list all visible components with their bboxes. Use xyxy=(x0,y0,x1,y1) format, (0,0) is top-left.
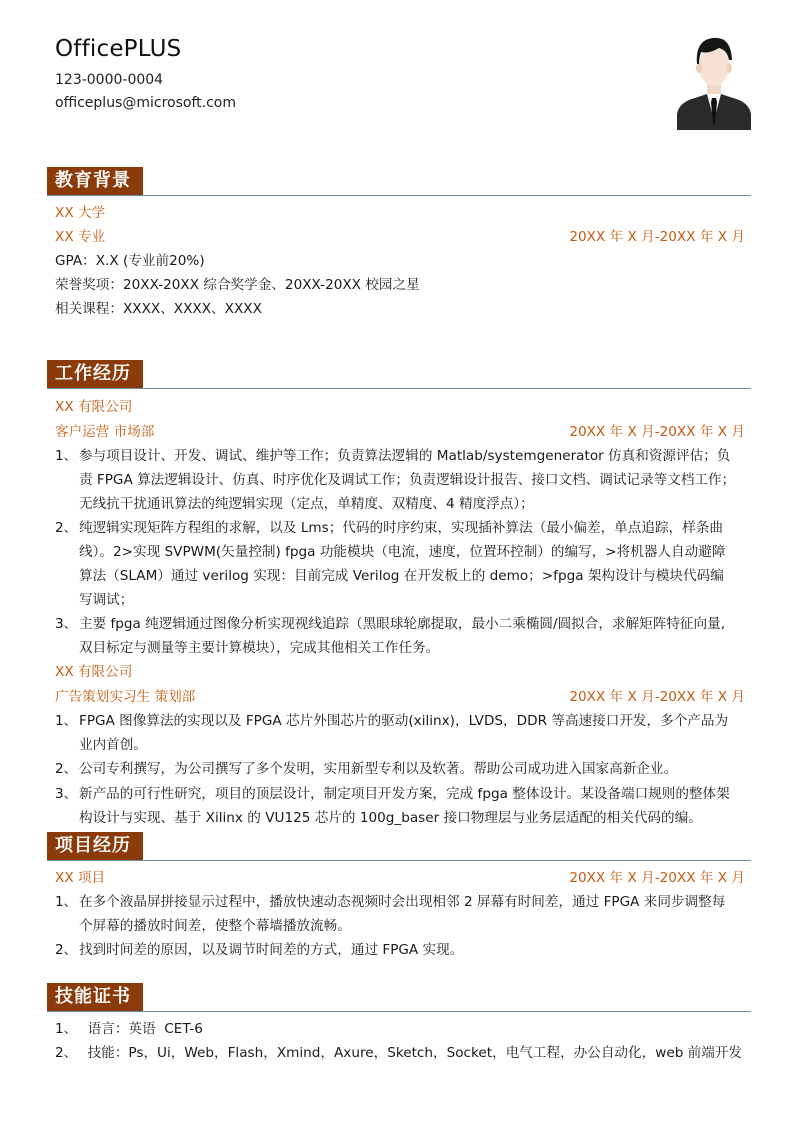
job-role: 客户运营 市场部 xyxy=(55,424,155,440)
item-number: 2、 xyxy=(55,1045,78,1061)
item-text-line: 线）。2>实现 SVPWM(矢量控制) fpga 功能模块（电流，速度，位置环控制）的编写，>将机器人自动避障 xyxy=(79,544,726,560)
company-name: XX 有限公司 xyxy=(55,399,133,415)
item-text-line: 个屏幕的播放时间差，使整个幕墙播放流畅。 xyxy=(79,918,351,934)
item-text-line: 无线抗干扰通讯算法的纯逻辑实现（定点，单精度、双精度、4 精度浮点）； xyxy=(79,496,534,512)
item-text-line: 主要 fpga 纯逻辑通过图像分析实现视线追踪（黑眼球轮廓提取，最小二乘椭圆/圆拟合，求解矩阵特征向量, xyxy=(79,616,726,632)
section-header-projects xyxy=(47,832,751,862)
item-number: 1、 xyxy=(55,1021,78,1037)
item-text-line: 业内首创。 xyxy=(79,737,147,753)
section-title: 技能证书 xyxy=(47,983,143,1011)
item-text-line: 算法（SLAM）通过 verilog 实现：目前完成 Verilog 在开发板上的 demo；>fpga 架构设计与模块代码编 xyxy=(79,568,724,584)
item-text-line: 语言：英语 CET-6 xyxy=(79,1021,203,1037)
section-divider xyxy=(47,1011,751,1012)
job-dates: 20XX 年 X 月-20XX 年 X 月 xyxy=(569,689,745,705)
item-text-line: 构设计与实现、基于 Xilinx 的 VU125 芯片的 100g_baser 接口物理层与业务层适配的相关代码的编。 xyxy=(79,810,702,826)
item-number: 3、 xyxy=(55,786,78,802)
item-number: 2、 xyxy=(55,520,78,536)
item-number: 2、 xyxy=(55,761,78,777)
awards-line: 荣誉奖项：20XX-20XX 综合奖学金、20XX-20XX 校园之星 xyxy=(55,277,420,293)
item-text-line: 参与项目设计、开发、调试、维护等工作；负责算法逻辑的 Matlab/systemgenerator 仿真和资源评估；负 xyxy=(79,448,731,464)
item-text-line: 在多个液晶屏拼接显示过程中，播放快速动态视频时会出现相邻 2 屏幕有时间差，通过 FPGA 来同步调整每 xyxy=(79,894,726,910)
section-header-skills xyxy=(47,983,751,1013)
item-text-line: 写调试； xyxy=(79,592,134,608)
avatar xyxy=(677,30,751,130)
project-dates: 20XX 年 X 月-20XX 年 X 月 xyxy=(569,870,745,886)
item-text-line: 新产品的可行性研究，项目的顶层设计，制定项目开发方案，完成 fpga 整体设计。某设备端口规则的整体架 xyxy=(79,786,730,802)
candidate-name: OfficePLUS xyxy=(55,36,182,62)
item-text-line: FPGA 图像算法的实现以及 FPGA 芯片外围芯片的驱动(xilinx)，LVDS，DDR 等高速接口开发，多个产品为 xyxy=(79,713,729,729)
item-number: 1、 xyxy=(55,894,78,910)
item-number: 3、 xyxy=(55,616,78,632)
section-header-work xyxy=(47,360,751,390)
job-role: 广告策划实习生 策划部 xyxy=(55,689,196,705)
school-name: XX 大学 xyxy=(55,205,106,221)
education-dates: 20XX 年 X 月-20XX 年 X 月 xyxy=(569,229,745,245)
item-text-line: 责 FPGA 算法逻辑设计、仿真、时序优化及调试工作；负责逻辑设计报告、接口文档、调试记录等文档工作； xyxy=(79,472,736,488)
phone-number: 123-0000-0004 xyxy=(55,72,164,88)
item-text-line: 公司专利撰写，为公司撰写了多个发明，实用新型专利以及软著。帮助公司成功进入国家高新企业。 xyxy=(79,761,678,777)
project-name: XX 项目 xyxy=(55,870,106,886)
section-title: 项目经历 xyxy=(47,832,143,860)
item-text-line: 双目标定与测量等主要计算模块），完成其他相关工作任务。 xyxy=(79,640,440,656)
job-dates: 20XX 年 X 月-20XX 年 X 月 xyxy=(569,424,745,440)
email-address: officeplus@microsoft.com xyxy=(55,95,236,111)
item-text-line: 技能：Ps，Ui，Web，Flash，Xmind，Axure，Sketch，Socket，电气工程，办公自动化，web 前端开发 xyxy=(79,1045,743,1061)
item-number: 1、 xyxy=(55,713,78,729)
courses-line: 相关课程：XXXX、XXXX、XXXX xyxy=(55,301,262,317)
item-number: 1、 xyxy=(55,448,78,464)
section-title: 工作经历 xyxy=(47,360,143,388)
section-divider xyxy=(47,860,751,861)
major-name: XX 专业 xyxy=(55,229,106,245)
item-number: 2、 xyxy=(55,942,78,958)
gpa-line: GPA：X.X (专业前20%) xyxy=(55,253,205,269)
section-divider xyxy=(47,195,751,196)
item-text-line: 找到时间差的原因，以及调节时间差的方式，通过 FPGA 实现。 xyxy=(79,942,464,958)
section-divider xyxy=(47,388,751,389)
section-title: 教育背景 xyxy=(47,167,143,195)
company-name: XX 有限公司 xyxy=(55,664,133,680)
section-header-education xyxy=(47,167,751,197)
item-text-line: 纯逻辑实现矩阵方程组的求解，以及 Lms；代码的时序约束，实现插补算法（最小偏差，单点追踪，样条曲 xyxy=(79,520,723,536)
